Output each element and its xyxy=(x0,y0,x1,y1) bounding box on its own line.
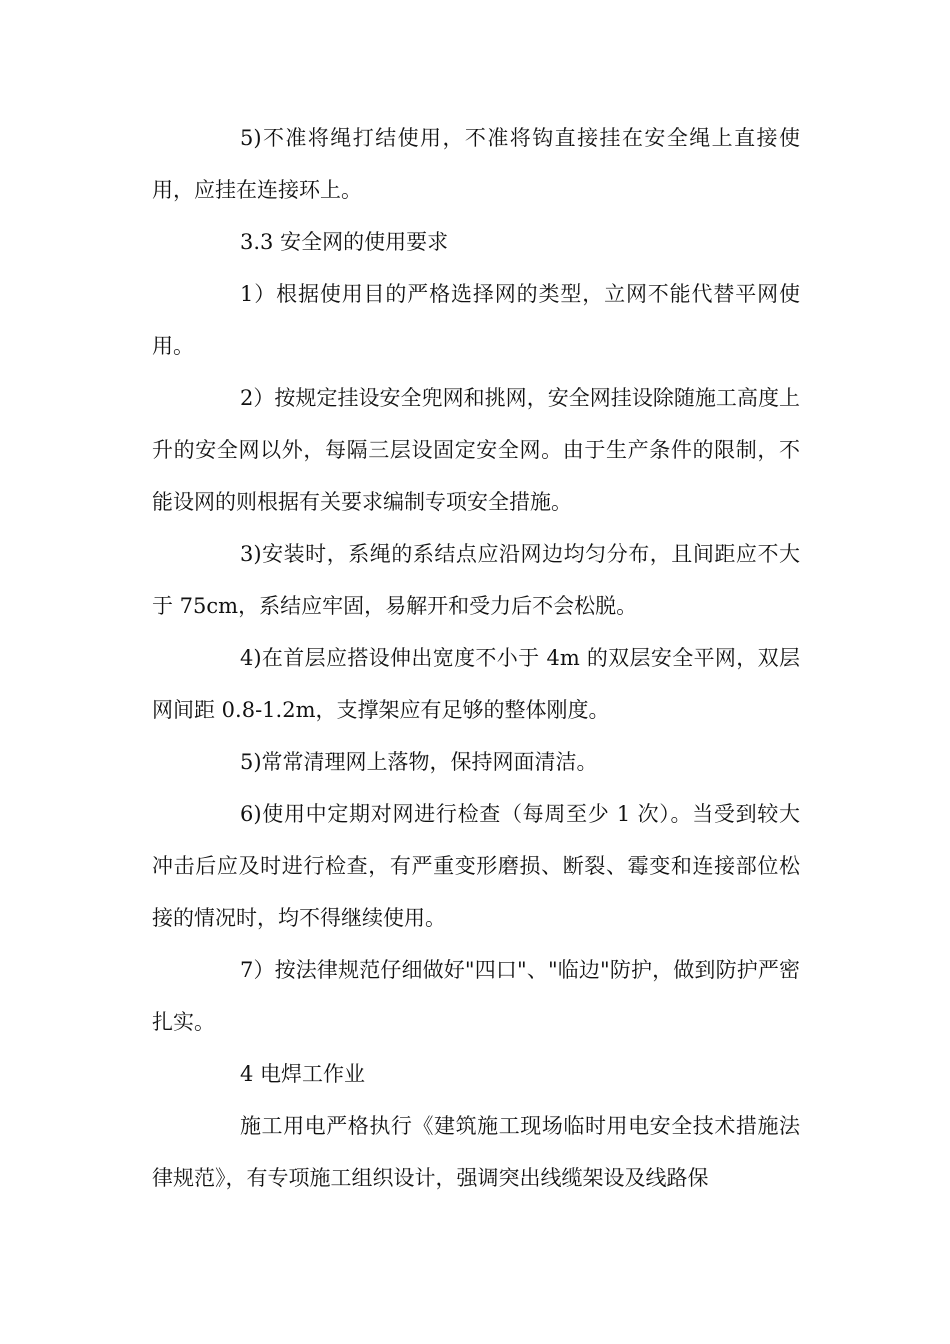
paragraph-safety-rope-rule-5: 5)不准将绳打结使用，不准将钩直接挂在安全绳上直接使用，应挂在连接环上。 xyxy=(152,126,800,202)
paragraph-net-rule-4: 4)在首层应搭设伸出宽度不小于 4m 的双层安全平网，双层网间距 0.8-1.2m，支撑架应有足够的整体刚度。 xyxy=(152,646,800,722)
paragraph-net-rule-5: 5)常常清理网上落物，保持网面清洁。 xyxy=(240,750,598,774)
section-heading-3-3: 3.3 安全网的使用要求 xyxy=(240,230,449,254)
paragraph-net-rule-3: 3)安装时，系绳的系结点应沿网边均匀分布，且间距应不大于 75cm，系结应牢固，易解开和受力后不会松脱。 xyxy=(152,542,800,618)
paragraph-net-rule-1: 1）根据使用目的严格选择网的类型，立网不能代替平网使用。 xyxy=(152,282,800,358)
paragraph-net-rule-6: 6)使用中定期对网进行检查（每周至少 1 次）。当受到较大冲击后应及时进行检查，有严重变形磨损、断裂、霉变和连接部位松接的情况时，均不得继续使用。 xyxy=(152,802,800,930)
document-page xyxy=(152,112,800,1204)
section-heading-4: 4 电焊工作业 xyxy=(240,1062,366,1086)
paragraph-welding-intro: 施工用电严格执行《建筑施工现场临时用电安全技术措施法律规范》，有专项施工组织设计，强调突出线缆架设及线路保 xyxy=(152,1114,800,1190)
paragraph-net-rule-7: 7）按法律规范仔细做好"四口"、"临边"防护，做到防护严密扎实。 xyxy=(152,958,800,1034)
paragraph-net-rule-2: 2）按规定挂设安全兜网和挑网，安全网挂设除随施工高度上升的安全网以外，每隔三层设固定安全网。由于生产条件的限制，不能设网的则根据有关要求编制专项安全措施。 xyxy=(152,386,800,514)
